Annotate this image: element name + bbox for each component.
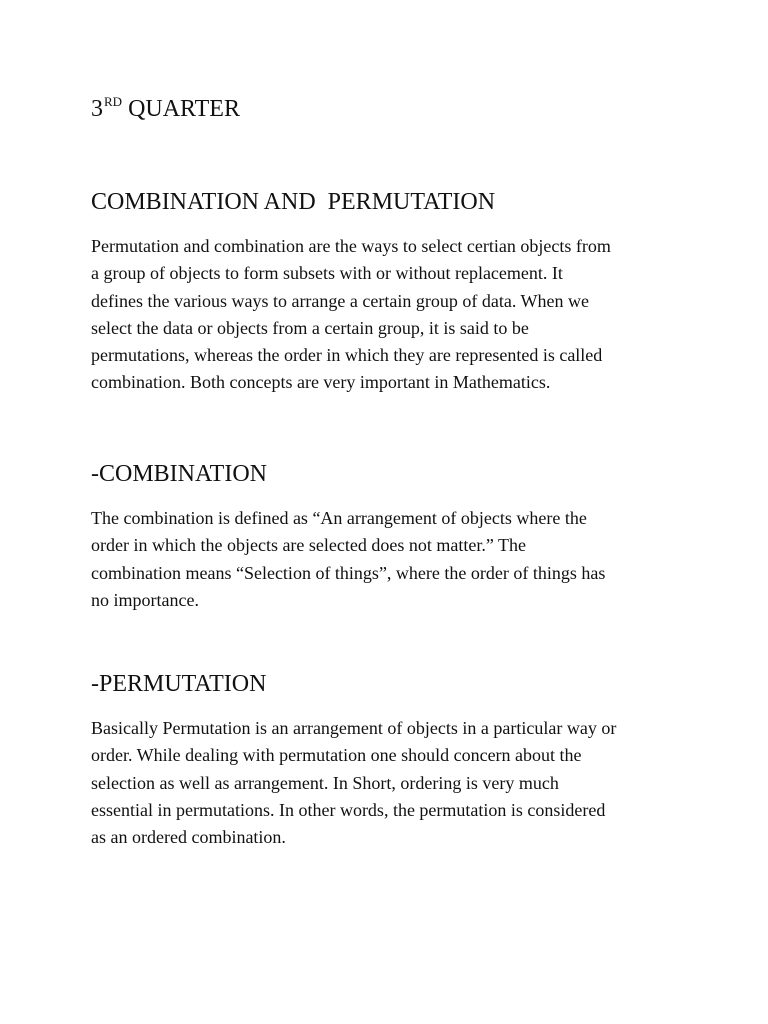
combination-line: no importance. <box>91 589 199 610</box>
intro-line: combination. Both concepts are very important in Mathematics. <box>91 372 551 393</box>
permutation-line: Basically Permutation is an arrangement of objects in a particular way or <box>91 718 617 738</box>
quarter-heading <box>91 94 240 124</box>
combination-line: combination means “Selection of things”, where the order of things has <box>91 562 606 583</box>
intro-line: Permutation and combination are the ways to select certian objects from <box>91 236 611 256</box>
intro-line: defines the various ways to arrange a certain group of data. When we <box>91 290 589 311</box>
permutation-line: order. While dealing with permutation one should concern about the <box>91 745 582 766</box>
combination-line: The combination is defined as “An arrangement of objects where the <box>91 508 587 528</box>
intro-paragraph <box>91 233 691 397</box>
combination-paragraph <box>91 505 691 614</box>
permutation-line: essential in permutations. In other words, the permutation is considered <box>91 799 606 820</box>
combination-heading: -COMBINATION <box>91 461 267 487</box>
quarter-superscript: RD <box>104 94 123 109</box>
intro-line: permutations, whereas the order in which they are represented is called <box>91 345 603 366</box>
combination-line: order in which the objects are selected does not matter.” The <box>91 535 527 556</box>
intro-line: select the data or objects from a certain group, it is said to be <box>91 317 529 338</box>
permutation-paragraph <box>91 715 691 851</box>
quarter-label: QUARTER <box>128 96 240 122</box>
permutation-heading: -PERMUTATION <box>91 671 267 697</box>
permutation-line: selection as well as arrangement. In Short, ordering is very much <box>91 772 559 793</box>
permutation-line: as an ordered combination. <box>91 827 286 848</box>
quarter-number: 3 <box>91 96 103 122</box>
intro-line: a group of objects to form subsets with or without replacement. It <box>91 263 563 284</box>
main-title: COMBINATION AND PERMUTATION <box>91 189 496 215</box>
